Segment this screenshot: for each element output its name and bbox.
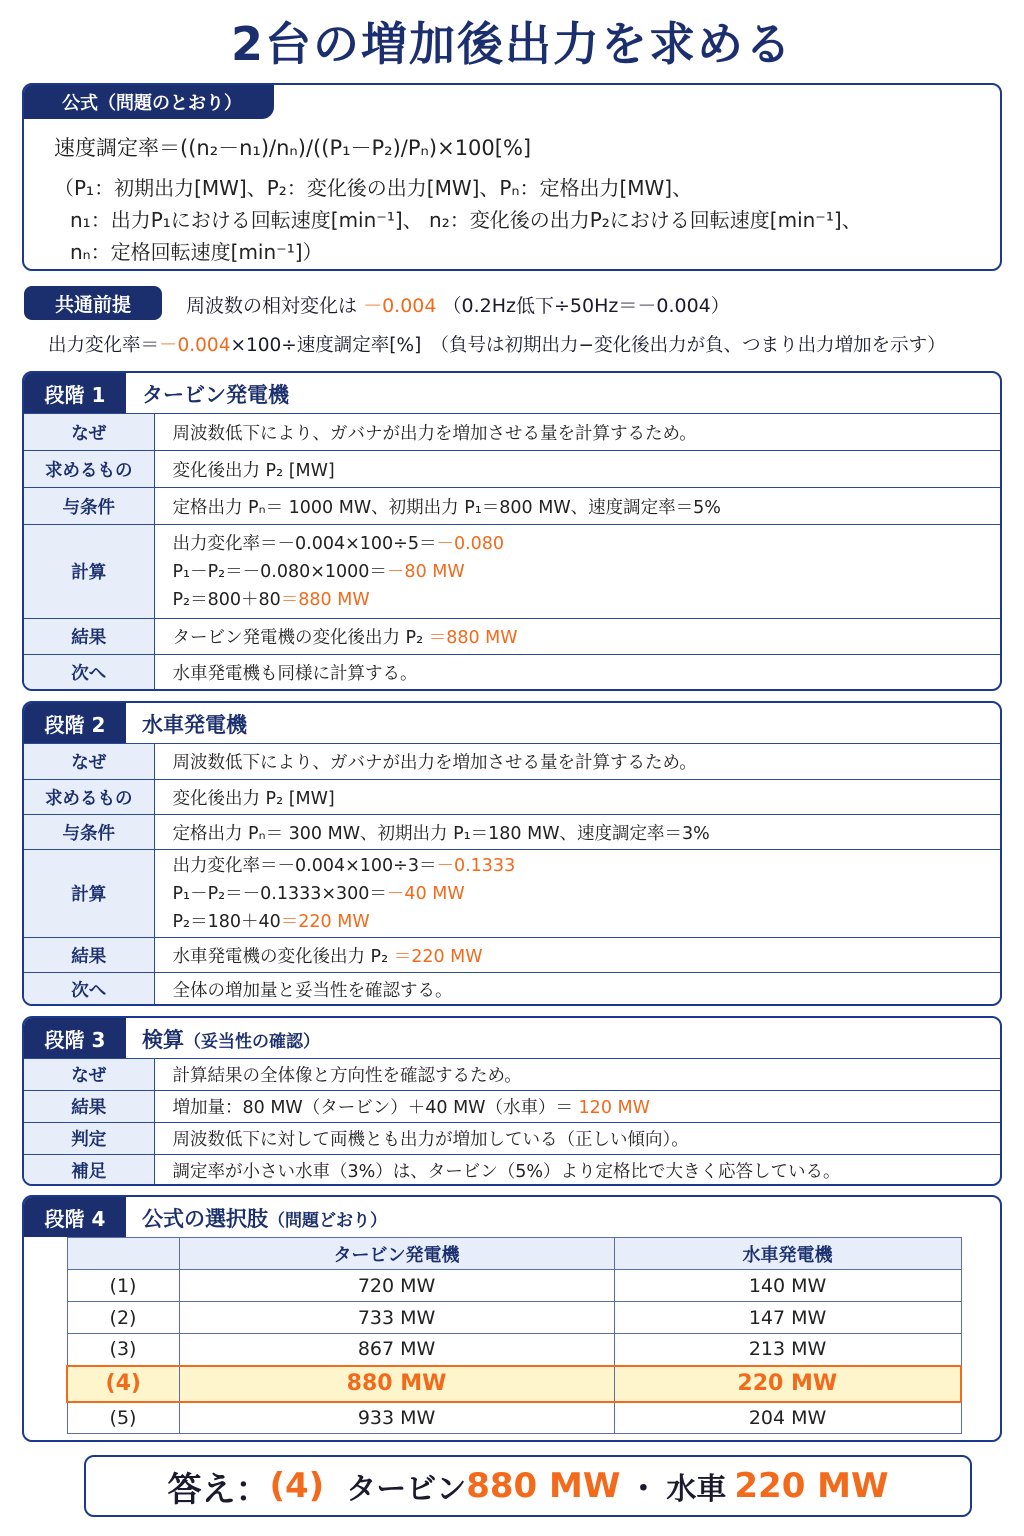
- option-hydro: 204 MW: [614, 1402, 961, 1434]
- step-tab: 段階 3: [24, 1018, 126, 1058]
- calc-expr: P₂＝180＋40: [172, 911, 281, 932]
- calc-expr: P₁－P₂＝－0.080×1000＝: [172, 561, 387, 582]
- step-title: [142, 1203, 387, 1233]
- row-key: 結果: [24, 619, 154, 655]
- formula-def-line-1: （P₁：初期出力[MW]、P₂：変化後の出力[MW]、Pₙ：定格出力[MW]、: [54, 176, 693, 200]
- step-title: 水車発電機: [142, 713, 247, 737]
- formula-tab: 公式（問題のとおり）: [24, 85, 274, 119]
- row-value: [154, 1091, 1000, 1123]
- step-tab: 段階 2: [24, 703, 126, 743]
- options-header: タービン発電機: [179, 1238, 614, 1270]
- option-hydro: 147 MW: [614, 1302, 961, 1334]
- row-value: 周波数低下により、ガバナが出力を増加させる量を計算するため。: [154, 744, 1000, 780]
- calc-expr: P₂＝800＋80: [172, 589, 281, 610]
- row-value: [154, 938, 1000, 973]
- row-key: 求めるもの: [24, 780, 154, 815]
- step-title-main: 検算: [142, 1028, 184, 1052]
- step-3-panel: [22, 1016, 1002, 1186]
- premise-note: ×100÷速度調定率[%] （負号は初期出力−変化後出力が負、つまり出力増加を示す）: [230, 335, 946, 356]
- calc-line: [173, 586, 1001, 614]
- premise-text: 出力変化率＝: [48, 335, 160, 356]
- step-header: [24, 373, 1000, 413]
- step-tab: 段階 1: [24, 373, 126, 413]
- answer-hydro-value: 220 MW: [734, 1466, 889, 1506]
- row-key: 求めるもの: [24, 451, 154, 488]
- row-value: 変化後出力 P₂ [MW]: [154, 451, 1000, 488]
- calc-line: [173, 880, 1001, 908]
- step-header: [24, 703, 1000, 743]
- calc-value: －80 MW: [386, 561, 465, 582]
- row-key: なぜ: [24, 414, 154, 451]
- premise-value: －0.004: [363, 295, 437, 317]
- result-text: タービン発電機の変化後出力 P₂: [172, 628, 424, 648]
- calc-line: [173, 558, 1001, 586]
- premise-tab: 共通前提: [24, 286, 162, 320]
- row-key: 与条件: [24, 815, 154, 850]
- row-value: [154, 619, 1000, 655]
- answer-label: 答え：: [167, 1469, 270, 1510]
- row-value: 周波数低下により、ガバナが出力を増加させる量を計算するため。: [154, 414, 1000, 451]
- calc-value: ＝880 MW: [280, 589, 370, 610]
- option-turbine: 720 MW: [179, 1270, 614, 1302]
- option-number: (2): [67, 1302, 179, 1334]
- answer-hydro-label: 水車: [666, 1472, 727, 1507]
- calc-cell: [154, 525, 1000, 619]
- premise-text: 周波数の相対変化は: [186, 295, 358, 317]
- row-value: 変化後出力 P₂ [MW]: [154, 780, 1000, 815]
- premise-line-1: [186, 291, 730, 318]
- row-value: 全体の増加量と妥当性を確認する。: [154, 973, 1000, 1007]
- calc-expr: P₁－P₂＝－0.1333×300＝: [172, 883, 387, 904]
- option-number: (1): [67, 1270, 179, 1302]
- result-value: ＝880 MW: [428, 628, 518, 648]
- option-hydro: 213 MW: [614, 1334, 961, 1366]
- options-table: [66, 1237, 962, 1434]
- step-table: [24, 413, 1000, 690]
- answer-turbine-value: 880 MW: [466, 1466, 621, 1506]
- formula-def-line-2: n₁：出力P₁における回転速度[min⁻¹]、 n₂：変化後の出力P₂における回転速度[min⁻¹]、: [70, 208, 862, 232]
- row-key: 次へ: [24, 973, 154, 1007]
- row-key: 結果: [24, 938, 154, 973]
- row-key: 計算: [24, 850, 154, 938]
- row-value: 周波数低下に対して両機とも出力が増加している（正しい傾向）。: [154, 1123, 1000, 1155]
- row-key: なぜ: [24, 744, 154, 780]
- result-text: 増加量：80 MW（タービン）＋40 MW（水車）＝: [172, 1098, 573, 1118]
- formula-def-line-3: nₙ：定格回転速度[min⁻¹]）: [70, 240, 323, 264]
- premise-value: －0.004: [159, 335, 231, 356]
- row-key: 計算: [24, 525, 154, 619]
- option-number: (5): [67, 1402, 179, 1434]
- step-title-sub: （妥当性の確認）: [184, 1032, 320, 1052]
- calc-value: －40 MW: [386, 883, 465, 904]
- option-number: (4): [67, 1366, 179, 1402]
- row-value: 調定率が小さい水車（3%）は、タービン（5%）より定格比で大きく応答している。: [154, 1155, 1000, 1186]
- option-turbine: 880 MW: [179, 1366, 614, 1402]
- step-title: [142, 1024, 320, 1054]
- option-turbine: 867 MW: [179, 1334, 614, 1366]
- row-value: 定格出力 Pₙ＝ 300 MW、初期出力 P₁＝180 MW、速度調定率＝3%: [154, 815, 1000, 850]
- step-table: [24, 743, 1000, 1006]
- calc-value: －0.1333: [436, 855, 516, 876]
- step-table: [24, 1058, 1000, 1186]
- calc-value: －0.080: [436, 533, 505, 554]
- option-turbine: 933 MW: [179, 1402, 614, 1434]
- calc-expr: 出力変化率＝－0.004×100÷5＝: [172, 533, 437, 554]
- formula-panel: [22, 83, 1002, 271]
- answer-separator: ・: [628, 1472, 659, 1507]
- option-row-selected: [67, 1366, 961, 1402]
- premise-line-2: [48, 331, 946, 357]
- premise-note: （0.2Hz低下÷50Hz＝－0.004）: [442, 295, 730, 317]
- option-row: [67, 1334, 961, 1366]
- step-1-panel: [22, 371, 1002, 691]
- row-value: 計算結果の全体像と方向性を確認するため。: [154, 1059, 1000, 1091]
- row-key: なぜ: [24, 1059, 154, 1091]
- row-key: 判定: [24, 1123, 154, 1155]
- row-value: 定格出力 Pₙ＝ 1000 MW、初期出力 P₁＝800 MW、速度調定率＝5%: [154, 488, 1000, 525]
- row-value: 水車発電機も同様に計算する。: [154, 655, 1000, 690]
- step-4-panel: [22, 1195, 1002, 1442]
- option-row: [67, 1402, 961, 1434]
- options-header: 水車発電機: [614, 1238, 961, 1270]
- option-turbine: 733 MW: [179, 1302, 614, 1334]
- option-row: [67, 1302, 961, 1334]
- calc-line: [173, 908, 1001, 936]
- calc-line: [173, 852, 1001, 880]
- option-number: (3): [67, 1334, 179, 1366]
- result-value: 120 MW: [578, 1098, 650, 1118]
- result-value: ＝220 MW: [393, 946, 483, 967]
- row-key: 補足: [24, 1155, 154, 1186]
- row-key: 次へ: [24, 655, 154, 690]
- step-header: [24, 1197, 1000, 1237]
- calc-line: [173, 530, 1001, 558]
- step-title-main: 公式の選択肢: [142, 1207, 268, 1231]
- row-key: 結果: [24, 1091, 154, 1123]
- result-text: 水車発電機の変化後出力 P₂: [172, 946, 389, 967]
- answer-turbine-label: タービン: [346, 1472, 467, 1507]
- page-title: 2台の増加後出力を求める: [230, 17, 793, 71]
- answer-choice: (4): [269, 1466, 325, 1506]
- step-2-panel: [22, 701, 1002, 1006]
- row-key: 与条件: [24, 488, 154, 525]
- answer-box: [84, 1455, 972, 1517]
- calc-cell: [154, 850, 1000, 938]
- formula-main: 速度調定率＝((n₂－n₁)/nₙ)/((P₁－P₂)/Pₙ)×100[%]: [54, 136, 532, 160]
- options-header: [67, 1238, 179, 1270]
- calc-value: ＝220 MW: [280, 911, 370, 932]
- step-title: タービン発電機: [142, 383, 289, 407]
- calc-expr: 出力変化率＝－0.004×100÷3＝: [172, 855, 437, 876]
- option-row: [67, 1270, 961, 1302]
- option-hydro: 140 MW: [614, 1270, 961, 1302]
- step-header: [24, 1018, 1000, 1058]
- step-title-sub: （問題どおり）: [268, 1211, 387, 1231]
- option-hydro: 220 MW: [614, 1366, 961, 1402]
- step-tab: 段階 4: [24, 1197, 126, 1237]
